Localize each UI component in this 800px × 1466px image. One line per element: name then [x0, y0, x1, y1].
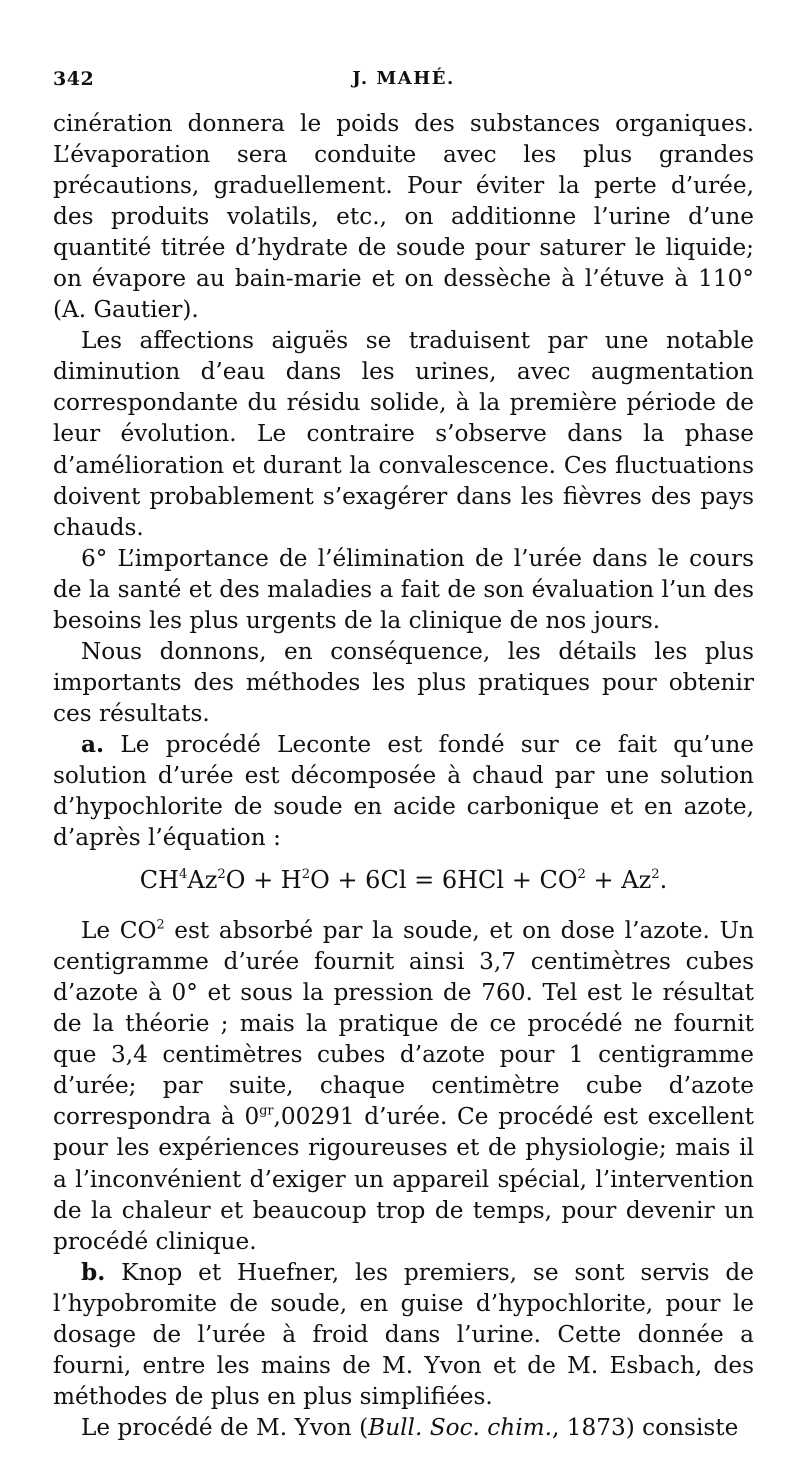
paragraph-continued: cinération donnera le poids des substances organiques. L’évaporation sera conduite avec les plus grandes précautions, graduellement. Pour éviter la perte d’urée, des produits volatils, etc., on additionne l’urine d’une quantité titrée d’hydrate de soude pour saturer le liquide; on évapore au bain-marie et on dessèche à l’étuve à 110° (A. Gautier). [53, 110, 754, 324]
page-number: 342 [53, 68, 95, 90]
chemical-equation: $CH^4Az^2O + H^2O + 6Cl = 6HCl + CO^2 + Az^2$. [139, 866, 668, 895]
paragraph-knop-huefner [53, 1257, 754, 1412]
paragraph-co2: Le $CO^2$ est absorbé par la soude, et on dose l’azote. Un centigramme d’urée fournit ainsi 3,7 centimètres cubes d’azote à 0° et sous la pression de 760. Tel est le résultat de la théorie ; mais la pratique de ce procédé ne fournit que 3,4 centimètres cubes d’azote pour 1 centigramme d’urée; par suite, chaque centimètre cube d’azote correspondra à $0^{gr},00291$ d’urée. Ce procédé est excellent pour les expériences rigoureuses et de physiologie; mais il a l’inconvénient d’exiger un appareil spécial, l’intervention de la chaleur et beaucoup trop de temps, pour devenir un procédé clinique. [53, 917, 755, 1255]
running-head: J. MAHÉ. [352, 68, 455, 89]
paragraph-methods: Nous donnons, en conséquence, les détails les plus importants des méthodes les plus pratiques pour obtenir ces résultats. [53, 637, 754, 727]
paragraph-affections: Les affections aiguës se traduisent par une notable diminution d’eau dans les urines, avec augmentation correspondante du résidu solide, à la première période de leur évolution. Le contraire s’observe dans la phase d’amélioration et durant la convalescence. Ces fluctuations doivent probablement s’exagérer dans les fièvres des pays chauds. [53, 327, 754, 541]
paragraph-yvon: Le procédé de M. Yvon (Bull. Soc. chim., 1873) consiste [81, 1413, 739, 1441]
leconte-text: Le procédé Leconte est fondé sur ce fait qu’une solution d’urée est décomposée à chaud par une solution d’hypochlorite de soude en acide carbonique et en azote, d’après l’équation : [53, 730, 754, 852]
body-text [53, 108, 754, 1443]
section-letter-a: a. [81, 730, 105, 758]
paragraph-uree-importance: 6° L’importance de l’élimination de l’urée dans le cours de la santé et des maladies a fait de son évaluation l’un des besoins les plus urgents de la clinique de nos jours. [53, 544, 754, 634]
knop-text: Knop et Huefner, les premiers, se sont servis de l’hypobromite de soude, en guise d’hypochlorite, pour le dosage de l’urée à froid dans l’urine. Cette donnée a fourni, entre les mains de M. Yvon et de M. Esbach, des méthodes de plus en plus simplifiées. [53, 1258, 754, 1410]
section-letter-b: b. [81, 1258, 106, 1286]
citation: Bull. Soc. chim. [368, 1413, 552, 1441]
page-header [53, 68, 754, 98]
paragraph-leconte [53, 729, 754, 853]
